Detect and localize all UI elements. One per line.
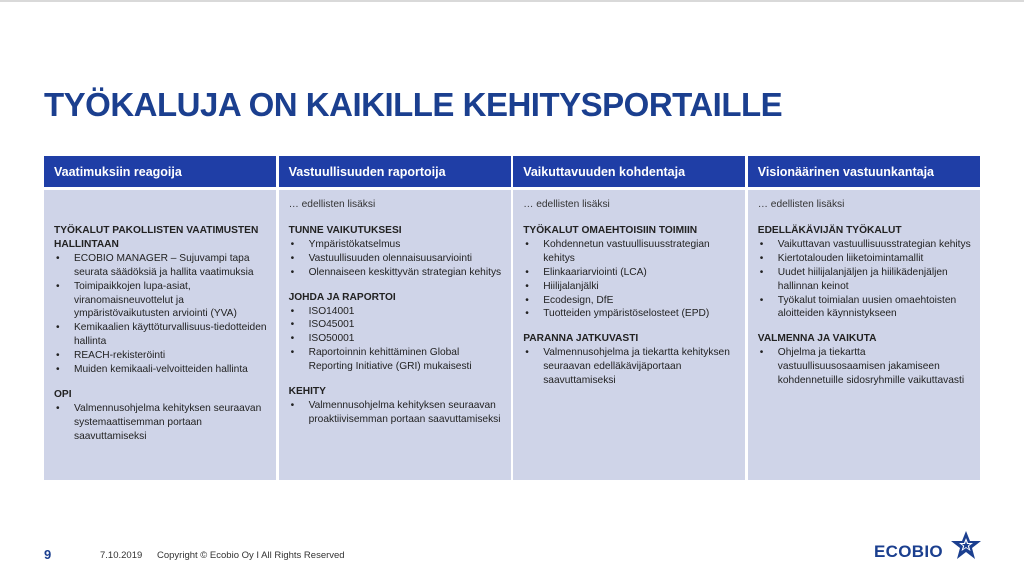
list-item: • Tuotteiden ympäristöselosteet (EPD): [523, 307, 737, 321]
section: [54, 224, 268, 377]
list-item: • REACH-rekisteröinti: [54, 349, 268, 363]
bullet-list: [523, 238, 737, 321]
section: [289, 224, 503, 280]
section-title: VALMENNA JA VAIKUTA: [757, 333, 877, 345]
list-item: • Valmennusohjelma ja tiekartta kehityksen seuraavan edelläkävijäportaan saavuttamiseksi: [523, 346, 737, 388]
bullet-list: [289, 305, 503, 375]
list-item: • Valmennusohjelma kehityksen seuraavan systemaattisemman portaan saavuttamiseksi: [54, 402, 268, 444]
page-number: 9: [44, 547, 52, 562]
column-vastuullisuuden-raportoija: [279, 156, 511, 480]
section: [289, 385, 503, 427]
star-emblem-icon: [950, 530, 982, 562]
list-item: • Valmennusohjelma kehityksen seuraavan proaktiivisemman portaan saavuttamiseksi: [289, 399, 503, 427]
list-item: • Vaikuttavan vastuullisuusstrategian kehitys: [758, 238, 972, 252]
list-item: • Vastuullisuuden olennaisuusarviointi: [289, 252, 503, 266]
list-item: • Kiertotalouden liiketoimintamallit: [758, 252, 972, 266]
column-body: [513, 190, 745, 480]
section-title: EDELLÄKÄVIJÄN TYÖKALUT: [757, 225, 902, 236]
previous-note: … edellisten lisäksi: [288, 199, 376, 210]
list-item: • ISO45001: [289, 318, 503, 332]
list-item: • Hiilijalanjälki: [523, 280, 737, 294]
slide-title: TYÖKALUJA ON KAIKILLE KEHITYSPORTAILLE: [44, 86, 783, 123]
bullet-list: [289, 399, 503, 427]
section: [523, 332, 737, 388]
bullet-list: [54, 402, 268, 444]
column-body: [748, 190, 980, 480]
section-title: KEHITY: [288, 386, 326, 398]
column-header: Vaatimuksiin reagoija: [44, 156, 276, 187]
list-item: • ISO14001: [289, 305, 503, 319]
list-item: • Kohdennetun vastuullisuusstrategian kehitys: [523, 238, 737, 266]
list-item: • Kemikaalien käyttöturvallisuus-tiedotteiden hallinta: [54, 321, 268, 349]
column-vaatimuksiin-reagoija: [44, 156, 276, 480]
list-item: • Toimipaikkojen lupa-asiat, viranomaisneuvottelut ja ympäristövaikutusten arviointi (YVA): [54, 280, 268, 322]
list-item: • Muiden kemikaali-velvoitteiden hallinta: [54, 363, 268, 377]
section: [523, 224, 737, 321]
list-item: • Ohjelma ja tiekartta vastuullisuusosaamisen jakamiseen kohdennetuille sidosryhmille vaikuttavasti: [758, 346, 972, 388]
section-title: OPI: [54, 388, 72, 400]
list-item: • Työkalut toimialan uusien omaehtoisten aloitteiden käynnistykseen: [758, 294, 972, 322]
list-item: • Raportoinnin kehittäminen Global Reporting Initiative (GRI) mukaisesti: [289, 346, 503, 374]
list-item: • Uudet hiilijalanjäljen ja hiilikädenjäljen hallinnan keinot: [758, 266, 972, 294]
top-divider: [0, 0, 1024, 2]
column-header: Vastuullisuuden raportoija: [279, 156, 511, 187]
section: [289, 291, 503, 374]
section-title: JOHDA JA RAPORTOI: [288, 291, 396, 303]
list-item: • ISO50001: [289, 332, 503, 346]
section-title: TYÖKALUT PAKOLLISTEN VAATIMUSTEN HALLINTAAN: [54, 225, 259, 250]
list-item: • Elinkaariarviointi (LCA): [523, 266, 737, 280]
column-visionaarinen-vastuunkantaja: [748, 156, 980, 480]
previous-note: … edellisten lisäksi: [523, 199, 610, 210]
column-header: Vaikuttavuuden kohdentaja: [513, 156, 745, 187]
section-title: TUNNE VAIKUTUKSESI: [288, 225, 402, 236]
list-item: • Olennaiseen keskittyvän strategian kehitys: [289, 266, 503, 280]
column-body: [44, 190, 276, 480]
section: [54, 388, 268, 444]
section: [758, 224, 972, 321]
previous-note: … edellisten lisäksi: [757, 199, 845, 210]
list-item: • ECOBIO MANAGER – Sujuvampi tapa seurata säädöksiä ja hallita vaatimuksia: [54, 252, 268, 280]
footer-copyright: Copyright © Ecobio Oy I All Rights Reserved: [157, 550, 345, 561]
column-header: Visionäärinen vastuunkantaja: [748, 156, 980, 187]
footer-date: 7.10.2019: [100, 550, 143, 561]
portfolio-table: [44, 156, 980, 480]
bullet-list: [289, 238, 503, 280]
section-title: TYÖKALUT OMAEHTOISIIN TOIMIIN: [523, 225, 698, 236]
section-title: PARANNA JATKUVASTI: [523, 333, 639, 345]
column-body: [279, 190, 511, 480]
previous-note: [54, 198, 268, 212]
column-vaikuttavuuden-kohdentaja: [513, 156, 745, 480]
bullet-list: [523, 346, 737, 388]
bullet-list: [54, 252, 268, 377]
ecobio-logo: [874, 530, 984, 570]
list-item: • Ecodesign, DfE: [523, 294, 737, 308]
bullet-list: [758, 346, 972, 388]
logo-text: ECOBIO: [874, 542, 943, 561]
bullet-list: [758, 238, 972, 321]
list-item: • Ympäristökatselmus: [289, 238, 503, 252]
section: [758, 332, 972, 388]
